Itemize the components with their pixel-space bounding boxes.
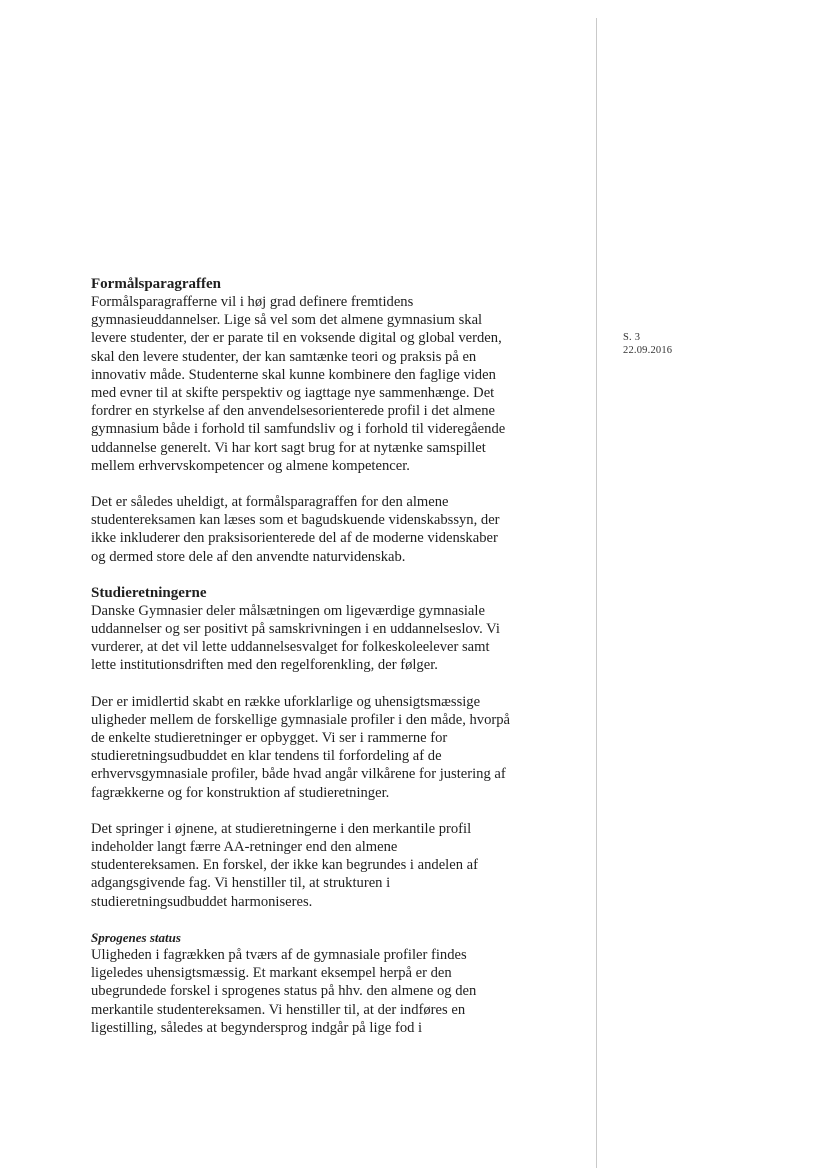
text-line: studentereksamen kan læses som et bagudskuende videnskabssyn, der — [91, 512, 500, 529]
text-line: Danske Gymnasier deler målsætningen om ligeværdige gymnasiale — [91, 602, 485, 619]
text-line: mellem erhvervskompetencer og almene kompetencer. — [91, 457, 410, 474]
text-line: lette institutionsdriften med den regelforenkling, der følger. — [91, 657, 438, 674]
subsection-heading: Sprogenes status — [91, 929, 181, 945]
paragraph — [91, 493, 571, 566]
text-line: skal den levere studenter, der kan samtænke teori og praksis på en — [91, 348, 477, 365]
text-line: studieretningsudbuddet en klar tendens til forfordeling af de — [91, 748, 442, 765]
paragraph — [91, 602, 571, 675]
text-line: ligeledes uhensigtsmæssig. Et markant eksempel herpå er den — [91, 965, 452, 982]
margin-note — [623, 331, 672, 357]
text-line: uligheder mellem de forskellige gymnasiale profiler i den måde, hvorpå — [91, 711, 511, 728]
text-line: Det er således uheldigt, at formålsparagraffen for den almene — [91, 494, 449, 511]
text-line: uddannelser og ser positivt på samskrivningen i en uddannelseslov. Vi — [91, 621, 500, 638]
text-line: studentereksamen. En forskel, der ikke kan begrundes i andelen af — [91, 857, 478, 874]
section-heading: Formålsparagraffen — [91, 276, 221, 292]
page-number: S. 3 — [623, 332, 641, 343]
text-line: med evner til at skifte perspektiv og iagttage nye sammenhænge. Det — [91, 385, 495, 402]
text-line: gymnasium både i forhold til samfundsliv og i forhold til videregående — [91, 421, 506, 438]
text-line: levere studenter, der er parate til en voksende digital og global verden, — [91, 330, 502, 347]
paragraph — [91, 293, 571, 475]
text-line: adgangsgivende fag. Vi henstiller til, at strukturen i — [91, 875, 391, 892]
text-line: gymnasieuddannelser. Lige så vel som det almene gymnasium skal — [91, 312, 483, 329]
text-line: og dermed store dele af den anvendte naturvidenskab. — [91, 548, 406, 565]
text-line: Det springer i øjnene, at studieretningerne i den merkantile profil — [91, 820, 472, 837]
text-line: Der er imidlertid skabt en række uforklarlige og uhensigtsmæssige — [91, 693, 481, 710]
text-line: Formålsparagrafferne vil i høj grad definere fremtidens — [91, 294, 414, 310]
margin-divider-line — [596, 18, 597, 1168]
document-body — [91, 275, 571, 1037]
section-heading: Studieretningerne — [91, 584, 207, 601]
text-line: fagrækkerne og for konstruktion af studieretninger. — [91, 784, 390, 801]
text-line: Uligheden i fagrækken på tværs af de gymnasiale profiler findes — [91, 946, 467, 963]
text-line: merkantile studentereksamen. Vi henstiller til, at der indføres en — [91, 1001, 466, 1018]
text-line: indeholder langt færre AA-retninger end den almene — [91, 839, 398, 856]
text-line: ubegrundede forskel i sprogenes status på hhv. den almene og den — [91, 983, 477, 1000]
text-line: studieretningsudbuddet harmoniseres. — [91, 893, 313, 910]
paragraph — [91, 820, 571, 911]
paragraph — [91, 946, 571, 1037]
text-line: erhvervsgymnasiale profiler, både hvad angår vilkårene for justering af — [91, 766, 506, 783]
text-line: de enkelte studieretninger er opbygget. Vi ser i rammerne for — [91, 730, 448, 747]
paragraph — [91, 693, 571, 802]
text-line: vurderer, at det vil lette uddannelsesvalget for folkeskoleelever samt — [91, 639, 490, 656]
text-line: innovativ måde. Studenterne skal kunne kombinere den faglige viden — [91, 366, 496, 383]
text-line: ligestilling, således at begyndersprog indgår på lige fod i — [91, 1019, 423, 1036]
text-line: uddannelse generelt. Vi har kort sagt brug for at nytænke samspillet — [91, 439, 486, 456]
text-line: ikke inkluderer den praksisorienterede del af de moderne videnskaber — [91, 530, 498, 547]
text-line: fordrer en styrkelse af den anvendelsesorienterede profil i det almene — [91, 403, 495, 420]
document-date: 22.09.2016 — [623, 345, 673, 356]
